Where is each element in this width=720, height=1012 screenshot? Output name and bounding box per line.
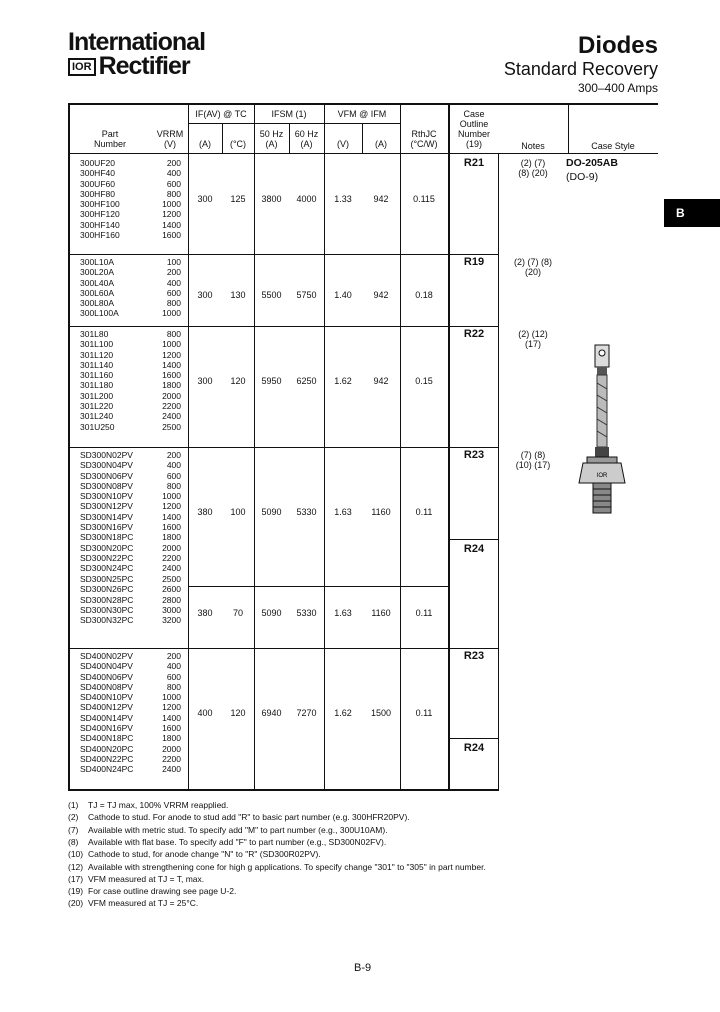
vrrm-value: 1600 — [162, 522, 181, 533]
part-number: SD300N10PV — [80, 491, 133, 502]
vrrm-value: 600 — [166, 470, 181, 481]
part-number: SD300N02PV — [80, 450, 133, 460]
section-tab[interactable]: B — [664, 199, 720, 227]
part-number: 301L180 — [80, 380, 114, 391]
header-case-outline: Case Outline Number (19) — [457, 109, 490, 149]
vrrm-value: 3000 — [162, 604, 181, 615]
diode-package-illustration-icon — [573, 343, 633, 523]
vfm: 1.40 — [334, 290, 352, 300]
ifsm-60: 5330 — [296, 608, 317, 618]
footnote-key: (17) — [68, 873, 84, 884]
part-number: SD400N02PV — [80, 651, 133, 661]
header-rthjc: RthJC (°C/W) — [410, 129, 438, 149]
rthjc: 0.11 — [415, 608, 433, 618]
part-number: 300HF80 — [80, 188, 115, 199]
diode-table — [68, 103, 658, 793]
part-number: SD300N16PV — [80, 522, 133, 533]
part-number: 300L60A — [80, 287, 115, 298]
notes: (7) (8) (10) (17) — [515, 450, 551, 470]
footnote — [68, 886, 236, 896]
part-number: SD400N22PC — [80, 753, 134, 764]
footnote — [68, 837, 386, 847]
footnote-key: (2) — [68, 812, 79, 823]
tc: 125 — [230, 194, 246, 204]
page-title: Diodes — [577, 32, 658, 59]
vrrm-value: 1400 — [162, 219, 181, 230]
vfm: 1.62 — [334, 708, 352, 718]
header-part-number: Part Number — [93, 129, 126, 149]
ifav: 400 — [197, 708, 213, 718]
vrrm-value: 2200 — [162, 753, 181, 764]
ifm: 942 — [373, 376, 389, 386]
vfm: 1.63 — [334, 507, 352, 517]
vrrm-list-group-4 — [155, 450, 181, 574]
part-number: SD400N20PC — [80, 743, 134, 754]
brand-rectifier: Rectifier — [98, 52, 190, 80]
notes: (2) (7) (8) (20) — [514, 257, 552, 277]
case-outline: R23 — [463, 449, 485, 461]
footnote — [68, 898, 198, 908]
rthjc: 0.11 — [415, 708, 433, 718]
part-number: SD300N26PC — [80, 584, 134, 595]
part-number: SD400N12PV — [80, 702, 133, 713]
footnote-text: Available with flat base. To specify add "F" to part number (e.g., SD300N02FV). — [88, 836, 387, 847]
part-number: SD400N16PV — [80, 723, 133, 734]
rthjc: 0.15 — [415, 376, 433, 386]
part-number: SD300N24PC — [80, 563, 134, 574]
ifm: 1160 — [371, 608, 391, 618]
notes: (2) (7) (8) (20) — [518, 158, 548, 178]
rthjc: 0.11 — [415, 507, 433, 517]
vrrm-value: 1000 — [162, 339, 181, 350]
ifm: 1160 — [371, 507, 391, 517]
header-ifsm-60hz: 60 Hz (A) — [294, 129, 319, 149]
footnote — [68, 812, 410, 822]
vrrm-value: 2400 — [162, 563, 181, 574]
part-number: SD300N06PV — [80, 470, 133, 481]
part-number: 300L100A — [80, 308, 119, 319]
vfm: 1.33 — [334, 194, 352, 204]
part-number: 301L160 — [80, 370, 114, 381]
vrrm-value: 2000 — [162, 542, 181, 553]
footnote — [68, 862, 486, 872]
part-number: 301L140 — [80, 359, 114, 370]
vrrm-value: 100 — [166, 257, 181, 267]
tc: 70 — [232, 608, 243, 618]
ifsm-60: 4000 — [296, 194, 317, 204]
part-list-group-1 — [80, 158, 120, 240]
vrrm-value: 1800 — [162, 733, 181, 744]
case-outline: R23 — [463, 650, 485, 662]
part-number: 301U250 — [80, 421, 115, 432]
part-number: 300HF140 — [80, 219, 120, 230]
case-outline: R21 — [463, 157, 485, 169]
tc: 120 — [230, 376, 246, 386]
svg-text:IOR: IOR — [596, 473, 608, 479]
vrrm-value: 1400 — [162, 712, 181, 723]
part-number: 300HF160 — [80, 230, 120, 241]
vrrm-list-group-3 — [155, 329, 181, 432]
part-number: SD300N32PC — [80, 615, 134, 626]
part-number: 300UF60 — [80, 178, 115, 189]
vrrm-value: 400 — [166, 168, 181, 179]
vrrm-value: 1000 — [162, 199, 181, 210]
part-number: 300HF120 — [80, 209, 120, 220]
vrrm-value: 2000 — [162, 390, 181, 401]
vrrm-value: 1200 — [162, 349, 181, 360]
part-number: SD300N08PV — [80, 480, 133, 491]
part-number: 301L200 — [80, 390, 114, 401]
part-list-group-6 — [80, 651, 133, 775]
footnote — [68, 874, 204, 884]
footnote — [68, 825, 388, 835]
part-number: 300UF20 — [80, 158, 115, 168]
vrrm-value: 2500 — [162, 421, 181, 432]
notes: (2) (12) (17) — [518, 329, 548, 349]
footnote-key: (7) — [68, 824, 79, 835]
vrrm-value: 600 — [166, 671, 181, 682]
vrrm-value: 400 — [166, 661, 181, 672]
part-number: SD300N14PV — [80, 511, 133, 522]
vrrm-value: 800 — [166, 188, 181, 199]
footnote-text: Available with strengthening cone for high g applications. To specify change "301" to "305" in part number. — [88, 861, 486, 872]
ifsm-60: 6250 — [296, 376, 317, 386]
header-ifsm-50hz: 50 Hz (A) — [259, 129, 284, 149]
vrrm-value: 600 — [166, 287, 181, 298]
header-ifav-c: (°C) — [229, 139, 247, 149]
part-number: SD300N30PC — [80, 604, 134, 615]
part-list-group-5 — [80, 574, 133, 625]
footnote-text: VFM measured at TJ = T, max. — [88, 873, 205, 884]
vrrm-value: 1000 — [162, 491, 181, 502]
case-style-name: DO-205AB — [566, 157, 618, 169]
part-number: SD300N20PC — [80, 542, 134, 553]
vrrm-value: 1600 — [162, 370, 181, 381]
case-outline: R19 — [463, 256, 485, 268]
part-number: 300L80A — [80, 298, 115, 309]
vrrm-list-group-6 — [155, 651, 181, 775]
vrrm-value: 1400 — [162, 359, 181, 370]
vrrm-value: 400 — [166, 460, 181, 471]
part-number: 301L80 — [80, 329, 109, 339]
part-list-group-3 — [80, 329, 115, 432]
ifsm-50: 5090 — [261, 507, 282, 517]
footnote — [68, 849, 321, 859]
part-number: 300HF100 — [80, 199, 120, 210]
footnote-text: TJ = TJ max, 100% VRRM reapplied. — [88, 800, 229, 810]
footnote-key: (20) — [68, 898, 84, 909]
footnote-key: (1) — [68, 800, 79, 810]
ior-logo-icon: IOR — [68, 58, 96, 76]
case-style-alt: (DO-9) — [566, 171, 599, 183]
footnote-text: Cathode to stud, for anode change "N" to "R" (SD300R02PV). — [88, 849, 321, 860]
ifsm-50: 6940 — [261, 708, 282, 718]
part-number: SD300N12PV — [80, 501, 133, 512]
vrrm-list-group-1 — [155, 158, 181, 240]
part-number: SD400N10PV — [80, 692, 133, 703]
footnote-key: (19) — [68, 886, 84, 897]
part-number: SD300N18PC — [80, 532, 134, 543]
ifav: 300 — [197, 290, 213, 300]
vrrm-value: 2200 — [162, 552, 181, 563]
brand-name-line2 — [68, 52, 190, 81]
header-vfm-v: (V) — [337, 139, 349, 149]
vrrm-value: 2000 — [162, 743, 181, 754]
vrrm-value: 1000 — [162, 308, 181, 319]
header-vfm-a: (A) — [375, 139, 387, 149]
footnote-key: (12) — [68, 861, 84, 872]
part-number: SD400N24PC — [80, 764, 134, 775]
part-number: SD400N04PV — [80, 661, 133, 672]
vrrm-value: 1800 — [162, 532, 181, 543]
part-number: SD300N25PC — [80, 574, 134, 584]
ifav: 380 — [197, 507, 213, 517]
header-vrrm: VRRM (V) — [156, 129, 184, 149]
footnote-key: (8) — [68, 836, 79, 847]
rthjc: 0.115 — [413, 194, 435, 204]
part-number: SD400N08PV — [80, 681, 133, 692]
page-subtitle: Standard Recovery — [503, 59, 658, 79]
vrrm-value: 1200 — [162, 702, 181, 713]
ifav: 380 — [197, 608, 213, 618]
ifsm-50: 5500 — [261, 290, 282, 300]
part-number: SD300N04PV — [80, 460, 133, 471]
ifsm-50: 5090 — [261, 608, 282, 618]
rthjc: 0.18 — [415, 290, 433, 300]
vfm: 1.62 — [334, 376, 352, 386]
ifav: 300 — [197, 194, 213, 204]
vrrm-value: 1200 — [162, 209, 181, 220]
ifsm-60: 7270 — [296, 708, 317, 718]
header-ifav-a: (A) — [199, 139, 211, 149]
vrrm-value: 2400 — [162, 764, 181, 775]
part-number: SD300N22PC — [80, 552, 134, 563]
vrrm-value: 200 — [166, 158, 181, 168]
vrrm-value: 3200 — [162, 615, 181, 626]
part-number: 300L20A — [80, 267, 115, 278]
case-outline-alt: R24 — [463, 742, 485, 754]
part-number: 301L120 — [80, 349, 114, 360]
vrrm-value: 600 — [166, 178, 181, 189]
header-case-style: Case Style — [591, 141, 635, 151]
vrrm-value: 800 — [166, 681, 181, 692]
amp-range: 300–400 Amps — [577, 81, 658, 95]
vrrm-value: 400 — [166, 277, 181, 288]
vrrm-value: 800 — [166, 329, 181, 339]
part-number: SD400N18PC — [80, 733, 134, 744]
ifm: 942 — [373, 290, 389, 300]
vrrm-value: 2800 — [162, 594, 181, 605]
ifm: 942 — [373, 194, 389, 204]
ifsm-50: 3800 — [261, 194, 282, 204]
vrrm-value: 1600 — [162, 230, 181, 241]
header-ifav: IF(AV) @ TC — [195, 109, 247, 119]
footnote-text: Cathode to stud. For anode to stud add "R" to basic part number (e.g. 300HFR20PV). — [88, 812, 410, 823]
part-list-group-4 — [80, 450, 133, 574]
part-number: SD400N14PV — [80, 712, 133, 723]
vrrm-value: 2600 — [162, 584, 181, 595]
ifav: 300 — [197, 376, 213, 386]
ifsm-50: 5950 — [261, 376, 282, 386]
part-number: 300L10A — [80, 257, 115, 267]
tc: 120 — [230, 708, 246, 718]
ifsm-60: 5330 — [296, 507, 317, 517]
footnote-text: Available with metric stud. To specify add "M" to part number (e.g., 300U10AM). — [88, 824, 388, 835]
vrrm-value: 800 — [166, 480, 181, 491]
vrrm-value: 1600 — [162, 723, 181, 734]
part-number: SD400N06PV — [80, 671, 133, 682]
brand-name-line1: International — [68, 28, 206, 56]
vrrm-value: 2500 — [162, 574, 181, 584]
ifm: 1500 — [370, 708, 392, 718]
header-notes: Notes — [521, 141, 545, 151]
page-number: B-9 — [354, 962, 372, 974]
part-number: 300L40A — [80, 277, 115, 288]
vrrm-list-group-5 — [155, 574, 181, 625]
vrrm-value: 1800 — [162, 380, 181, 391]
vrrm-list-group-2 — [155, 257, 181, 319]
vrrm-value: 1000 — [162, 692, 181, 703]
header-ifsm: IFSM (1) — [271, 109, 307, 119]
footnote-text: For case outline drawing see page U-2. — [88, 886, 237, 897]
vrrm-value: 200 — [166, 267, 181, 278]
part-number: 301L240 — [80, 411, 114, 422]
vrrm-value: 2400 — [162, 411, 181, 422]
part-number: 301L220 — [80, 401, 114, 412]
vrrm-value: 800 — [166, 298, 181, 309]
part-list-group-2 — [80, 257, 119, 319]
vrrm-value: 200 — [166, 651, 181, 661]
tc: 100 — [230, 507, 246, 517]
footnote — [68, 800, 228, 810]
tc: 130 — [230, 290, 246, 300]
vrrm-value: 1200 — [162, 501, 181, 512]
part-number: 300HF40 — [80, 168, 115, 179]
footnote-text: VFM measured at TJ = 25°C. — [88, 898, 199, 909]
vfm: 1.63 — [334, 608, 352, 618]
part-number: SD300N28PC — [80, 594, 134, 605]
ifsm-60: 5750 — [296, 290, 317, 300]
case-outline-alt: R24 — [463, 543, 485, 555]
case-outline: R22 — [463, 328, 485, 340]
part-number: 301L100 — [80, 339, 114, 350]
vrrm-value: 200 — [166, 450, 181, 460]
header-vfm: VFM @ IFM — [337, 109, 387, 119]
vrrm-value: 2200 — [162, 401, 181, 412]
footnote-key: (10) — [68, 849, 84, 860]
vrrm-value: 1400 — [162, 511, 181, 522]
